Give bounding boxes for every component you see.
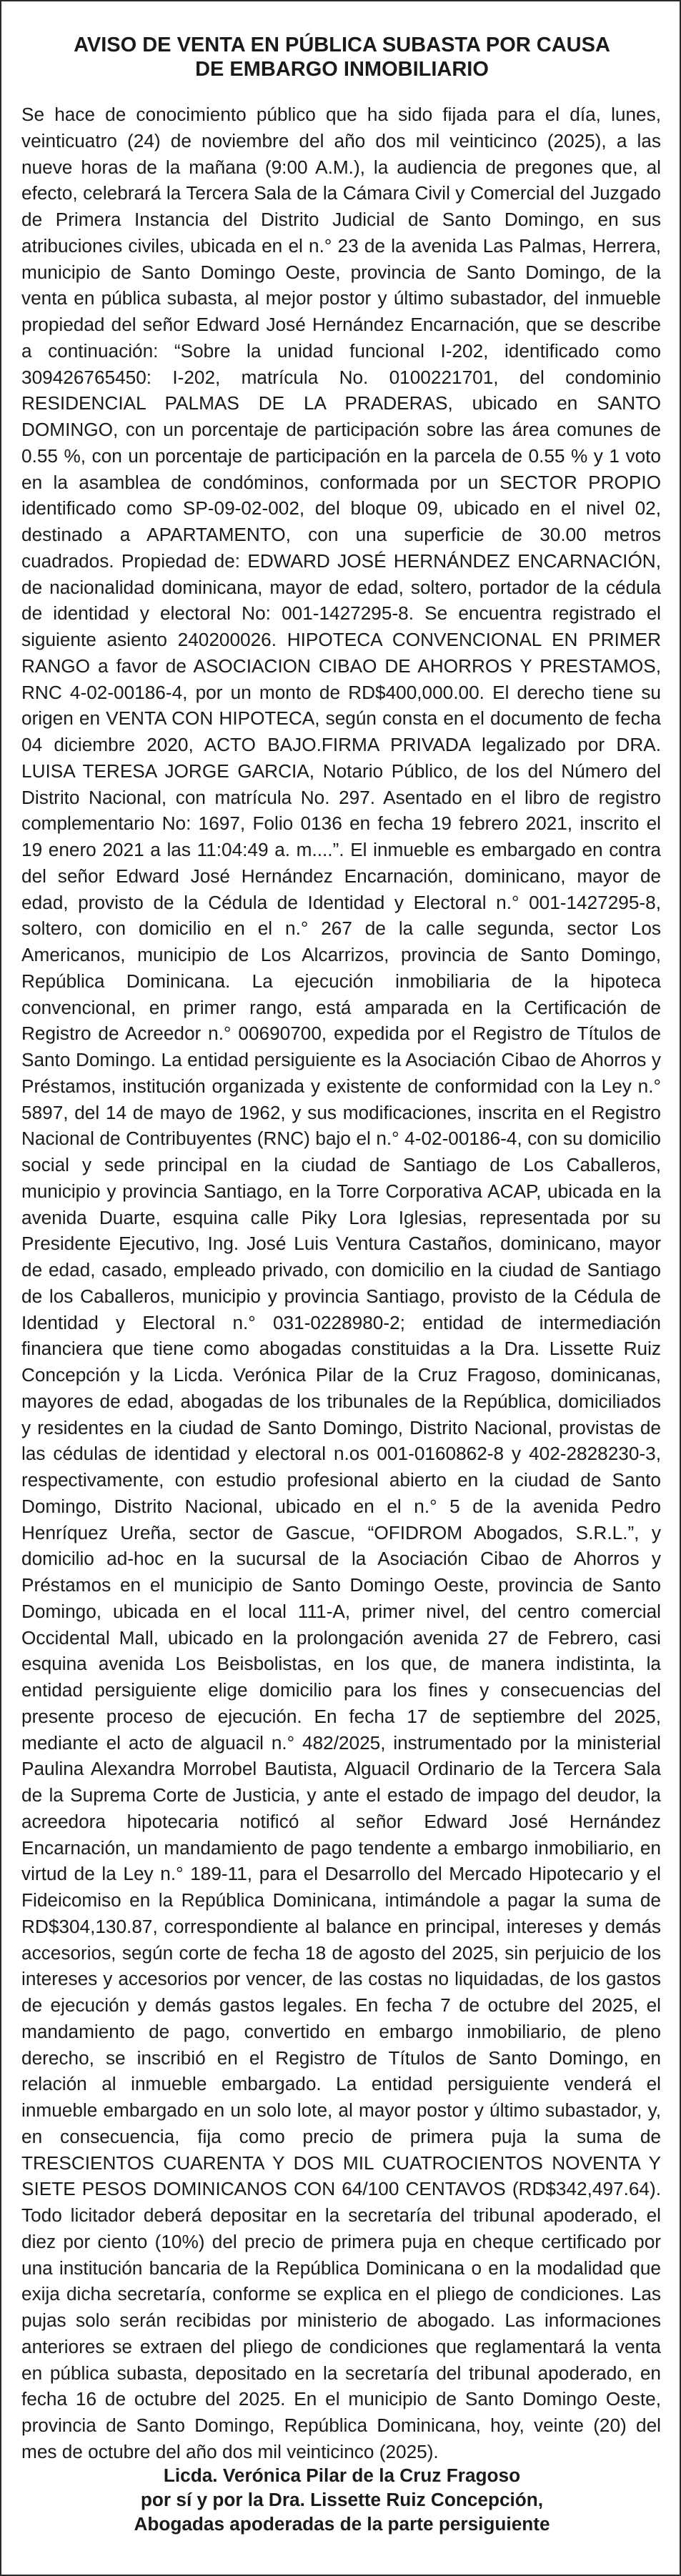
signature-line-1: Licda. Verónica Pilar de la Cruz Fragoso xyxy=(163,2465,521,2486)
signature-line-3: Abogadas apoderadas de la parte persiguiente xyxy=(134,2513,550,2535)
signature-line-2: por sí y por la Dra. Lissette Ruiz Concepción, xyxy=(140,2489,544,2510)
notice-title xyxy=(59,33,625,81)
notice-title-line-2: DE EMBARGO INMOBILIARIO xyxy=(195,58,489,81)
notice-title-line-1: AVISO DE VENTA EN PÚBLICA SUBASTA POR CAUSA xyxy=(74,34,610,56)
signature-block xyxy=(44,2463,640,2536)
notice-body: Se hace de conocimiento público que ha sido fijada para el día, lunes, veinticuatro (24) de noviembre del año dos mil veinticinco (2025), a las nueve horas de la mañana (9:00 A.M.), la audiencia de pregones que, al efecto, celebrará la Tercera Sala de la Cámara Civil y Comercial del Juzgado de Primera Instancia del Distrito Judicial de Santo Domingo, en sus atribuciones civiles, ubicada en el n.° 23 de la avenida Las Palmas, Herrera, municipio de Santo Domingo Oeste, provincia de Santo Domingo, de la venta en pública subasta, al mejor postor y último subastador, del inmueble propiedad del señor Edward José Hernández Encarnación, que se describe a continuación: “Sobre la unidad funcional I-202, identificado como 309426765450: I-202, matrícula No. 0100221701, del condominio RESIDENCIAL PALMAS DE LA PRADERAS, ubicado en SANTO DOMINGO, con un porcentaje de participación sobre las área comunes de 0.55 %, con un porcentaje de participación en la parcela de 0.55 % y 1 voto en la asamblea de condóminos, conformada por un SECTOR PROPIO identificado como SP-09-02-002, del bloque 09, ubicado en el nivel 02, destinado a APARTAMENTO, con una superficie de 30.00 metros cuadrados. Propiedad de: EDWARD JOSÉ HERNÁNDEZ ENCARNACIÓN, de nacionalidad dominicana, mayor de edad, soltero, portador de la cédula de identidad y electoral No: 001-1427295-8. Se encuentra registrado el siguiente asiento 240200026. HIPOTECA CONVENCIONAL EN PRIMER RANGO a favor de ASOCIACION CIBAO DE AHORROS Y PRESTAMOS, RNC 4-02-00186-4, por un monto de RD$400,000.00. El derecho tiene su origen en VENTA CON HIPOTECA, según consta en el documento de fecha 04 diciembre 2020, ACTO BAJO.FIRMA PRIVADA legalizado por DRA. LUISA TERESA JORGE GARCIA, Notario Público, de los del Número del Distrito Nacional, con matrícula No. 297. Asentado en el libro de registro complementario No: 1697, Folio 0136 en fecha 19 febrero 2021, inscrito el 19 enero 2021 a las 11:04:49 a. m....”. El inmueble es embargado en contra del señor Edward José Hernández Encarnación, dominicano, mayor de edad, provisto de la Cédula de Identidad y Electoral n.° 001-1427295-8, soltero, con domicilio en el n.° 267 de la calle segunda, sector Los Americanos, municipio de Los Alcarrizos, provincia de Santo Domingo, República Dominicana. La ejecución inmobiliaria de la hipoteca convencional, en primer rango, está amparada en la Certificación de Registro de Acreedor n.° 00690700, expedida por el Registro de Títulos de Santo Domingo. La entidad persiguiente es la Asociación Cibao de Ahorros y Préstamos, institución organizada y existente de conformidad con la Ley n.° 5897, del 14 de mayo de 1962, y sus modificaciones, inscrita en el Registro Nacional de Contribuyentes (RNC) bajo el n.° 4-02-00186-4, con su domicilio social y sede principal en la ciudad de Santiago de Los Caballeros, municipio y provincia Santiago, en la Torre Corporativa ACAP, ubicada en la avenida Duarte, esquina calle Piky Lora Iglesias, representada por su Presidente Ejecutivo, Ing. José Luis Ventura Castaños, dominicano, mayor de edad, casado, empleado privado, con domicilio en la ciudad de Santiago de los Caballeros, municipio y provincia Santiago, provisto de la Cédula de Identidad y Electoral n.° 031-0228980-2; entidad de intermediación financiera que tiene como abogadas constituidas a la Dra. Lissette Ruiz Concepción y la Licda. Verónica Pilar de la Cruz Fragoso, dominicanas, mayores de edad, abogadas de los tribunales de la República, domiciliados y residentes en la ciudad de Santo Domingo, Distrito Nacional, provistas de las cédulas de identidad y electoral n.os 001-0160862-8 y 402-2828230-3, respectivamente, con estudio profesional abierto en la ciudad de Santo Domingo, Distrito Nacional, ubicado en el n.° 5 de la avenida Pedro Henríquez Ureña, sector de Gascue, “OFIDROM Abogados, S.R.L.”, y domicilio ad-hoc en la sucursal de la Asociación Cibao de Ahorros y Préstamos en el municipio de Santo Domingo Oeste, provincia de Santo Domingo, ubicada en el local 111-A, primer nivel, del centro comercial Occidental Mall, ubicado en la prolongación avenida 27 de Febrero, casi esquina avenida Los Beisbolistas, en los que, de manera indistinta, la entidad persiguiente elige domicilio para los fines y consecuencias del presente proceso de ejecución. En fecha 17 de septiembre del 2025, mediante el acto de alguacil n.° 482/2025, instrumentado por la ministerial Paulina Alexandra Morrobel Bautista, Alguacil Ordinario de la Tercera Sala de la Suprema Corte de Justicia, y ante el estado de impago del deudor, la acreedora hipotecaria notificó al señor Edward José Hernández Encarnación, un mandamiento de pago tendente a embargo inmobiliario, en virtud de la Ley n.° 189-11, para el Desarrollo del Mercado Hipotecario y el Fideicomiso en la República Dominicana, intimándole a pagar la suma de RD$304,130.87, correspondiente al balance en principal, intereses y demás accesorios, según corte de fecha 18 de agosto del 2025, sin perjuicio de los intereses y accesorios por vencer, de las costas no liquidadas, de los gastos de ejecución y demás gastos legales. En fecha 7 de octubre del 2025, el mandamiento de pago, convertido en embargo inmobiliario, de pleno derecho, se inscribió en el Registro de Títulos de Santo Domingo, en relación al inmueble embargado. La entidad persiguiente venderá el inmueble embargado en un solo lote, al mayor postor y último subastador, y, en consecuencia, fija como precio de primera puja la suma de TRESCIENTOS CUARENTA Y DOS MIL CUATROCIENTOS NOVENTA Y SIETE PESOS DOMINICANOS CON 64/100 CENTAVOS (RD$342,497.64). Todo licitador deberá depositar en la secretaría del tribunal apoderado, el diez por ciento (10%) del precio de primera puja en cheque certificado por una institución bancaria de la República Dominicana o en la modalidad que exija dicha secretaría, conforme se explica en el pliego de condiciones. Las pujas solo serán recibidas por ministerio de abogado. Las informaciones anteriores se extraen del pliego de condiciones que reglamentará la venta en pública subasta, depositado en la secretaría del tribunal apoderado, en fecha 16 de octubre del 2025. En el municipio de Santo Domingo Oeste, provincia de Santo Domingo, República Dominicana, hoy, veinte (20) del mes de octubre del año dos mil veinticinco (2025). xyxy=(21,104,661,2462)
